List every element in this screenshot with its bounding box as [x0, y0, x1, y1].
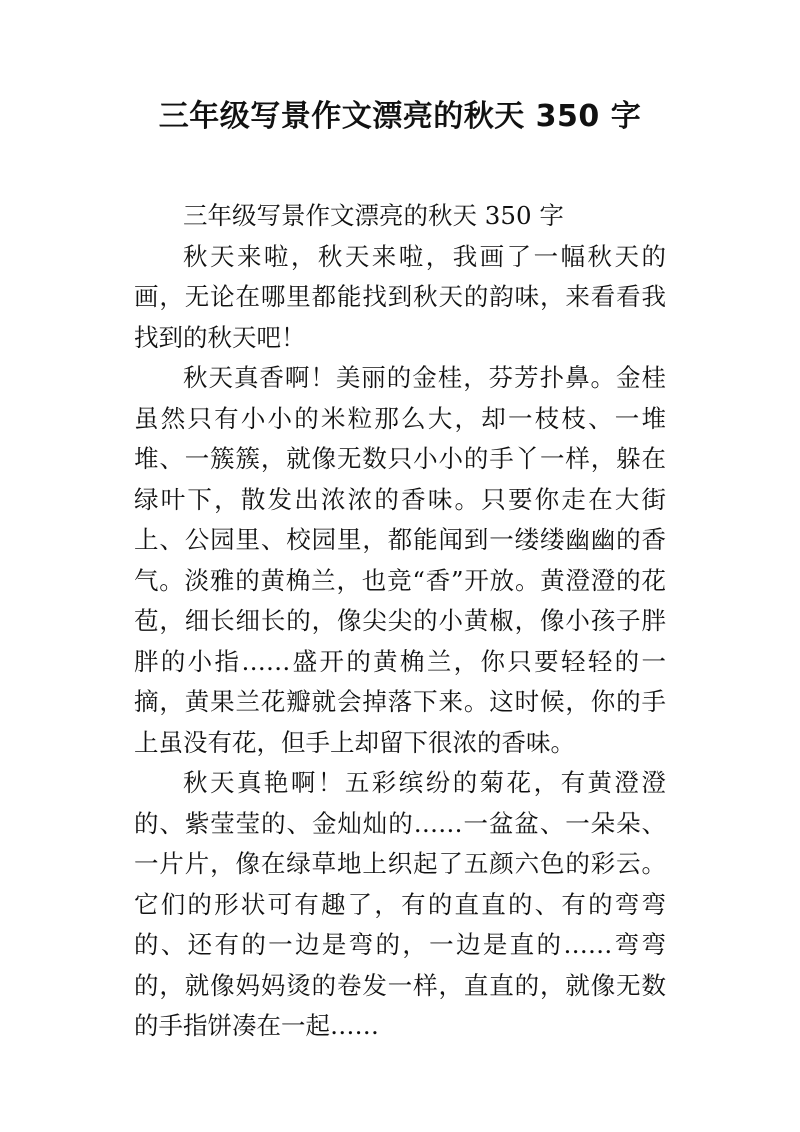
paragraph-subtitle: 三年级写景作文漂亮的秋天 350 字 — [183, 201, 564, 230]
document-body — [134, 196, 666, 1047]
paragraph-colors: 秋天真艳啊！五彩缤纷的菊花，有黄澄澄的、紫莹莹的、金灿灿的……一盆盆、一朵朵、一片片，像在绿草地上织起了五颜六色的彩云。它们的形状可有趣了，有的直直的、有的弯弯的、还有的一边是弯的，一边是直的……弯弯的，就像妈妈烫的卷发一样，直直的，就像无数的手指饼凑在一起…… — [134, 768, 666, 1040]
document-title: 三年级写景作文漂亮的秋天 350 字 — [158, 99, 642, 134]
paragraph-intro: 秋天来啦，秋天来啦，我画了一幅秋天的画，无论在哪里都能找到秋天的韵味，来看看我找到的秋天吧！ — [134, 241, 666, 352]
paragraph-fragrance: 秋天真香啊！美丽的金桂，芬芳扑鼻。金桂虽然只有小小的米粒那么大，却一枝枝、一堆堆、一簇簇，就像无数只小小的手丫一样，躲在绿叶下，散发出浓浓的香味。只要你走在大街上、公园里、校园里，都能闻到一缕缕幽幽的香气。淡雅的黄桷兰，也竞“香”开放。黄澄澄的花苞，细长细长的，像尖尖的小黄椒，像小孩子胖胖的小指……盛开的黄桷兰，你只要轻轻的一摘，黄果兰花瓣就会掉落下来。这时候，你的手上虽没有花，但手上却留下很浓的香味。 — [134, 363, 666, 757]
